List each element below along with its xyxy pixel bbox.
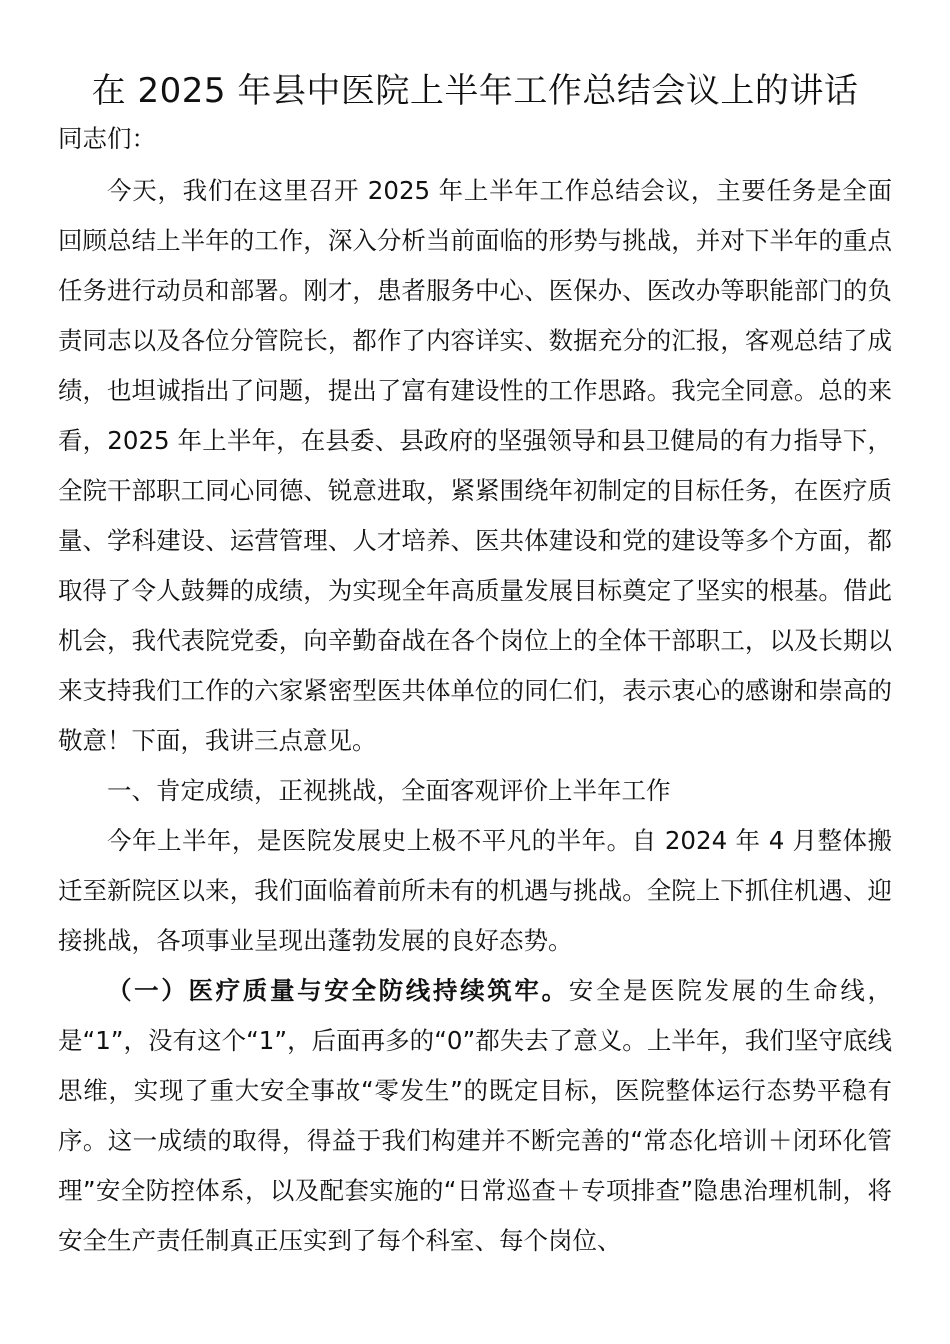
subsection-1-text: 安全是医院发展的生命线，是“1”，没有这个“1”，后面再多的“0”都失去了意义。上半年，我们坚守底线思维，实现了重大安全事故“零发生”的既定目标，医院整体运行态势平稳有序。这一成绩的取得，得益于我们构建并不断完善的“常态化培训＋闭环化管理”安全防控体系，以及配套实施的“日常巡查＋专项排查”隐患治理机制，将安全生产责任制真正压实到了每个科室、每个岗位、 xyxy=(58,976,893,1255)
opening-paragraph: 今天，我们在这里召开 2025 年上半年工作总结会议，主要任务是全面回顾总结上半年的工作，深入分析当前面临的形势与挑战，并对下半年的重点任务进行动员和部署。刚才，患者服务中心、医保办、医改办等职能部门的负责同志以及各位分管院长，都作了内容详实、数据充分的汇报，客观总结了成绩，也坦诚指出了问题，提出了富有建设性的工作思路。我完全同意。总的来看，2025 年上半年，在县委、县政府的坚强领导和县卫健局的有力指导下，全院干部职工同心同德、锐意进取，紧紧围绕年初制定的目标任务，在医疗质量、学科建设、运营管理、人才培养、医共体建设和党的建设等多个方面，都取得了令人鼓舞的成绩，为实现全年高质量发展目标奠定了坚实的根基。借此机会，我代表院党委，向辛勤奋战在各个岗位上的全体干部职工，以及长期以来支持我们工作的六家紧密型医共体单位的同仁们，表示衷心的感谢和崇高的敬意！下面，我讲三点意见。 xyxy=(58,176,892,755)
salutation: 同志们： xyxy=(58,124,156,153)
document-page xyxy=(58,62,892,1266)
section-heading-1: 一、肯定成绩，正视挑战，全面客观评价上半年工作 xyxy=(107,776,671,805)
section-1-intro-paragraph: 今年上半年，是医院发展史上极不平凡的半年。自 2024 年 4 月整体搬迁至新院区以来，我们面临着前所未有的机遇与挑战。全院上下抓住机遇、迎接挑战，各项事业呈现出蓬勃发展的良好态势。 xyxy=(58,826,892,955)
document-title: 在 2025 年县中医院上半年工作总结会议上的讲话 xyxy=(91,71,859,111)
subsection-1-lead: （一）医疗质量与安全防线持续筑牢。 xyxy=(107,976,569,1005)
subsection-1-paragraph xyxy=(58,966,892,1266)
